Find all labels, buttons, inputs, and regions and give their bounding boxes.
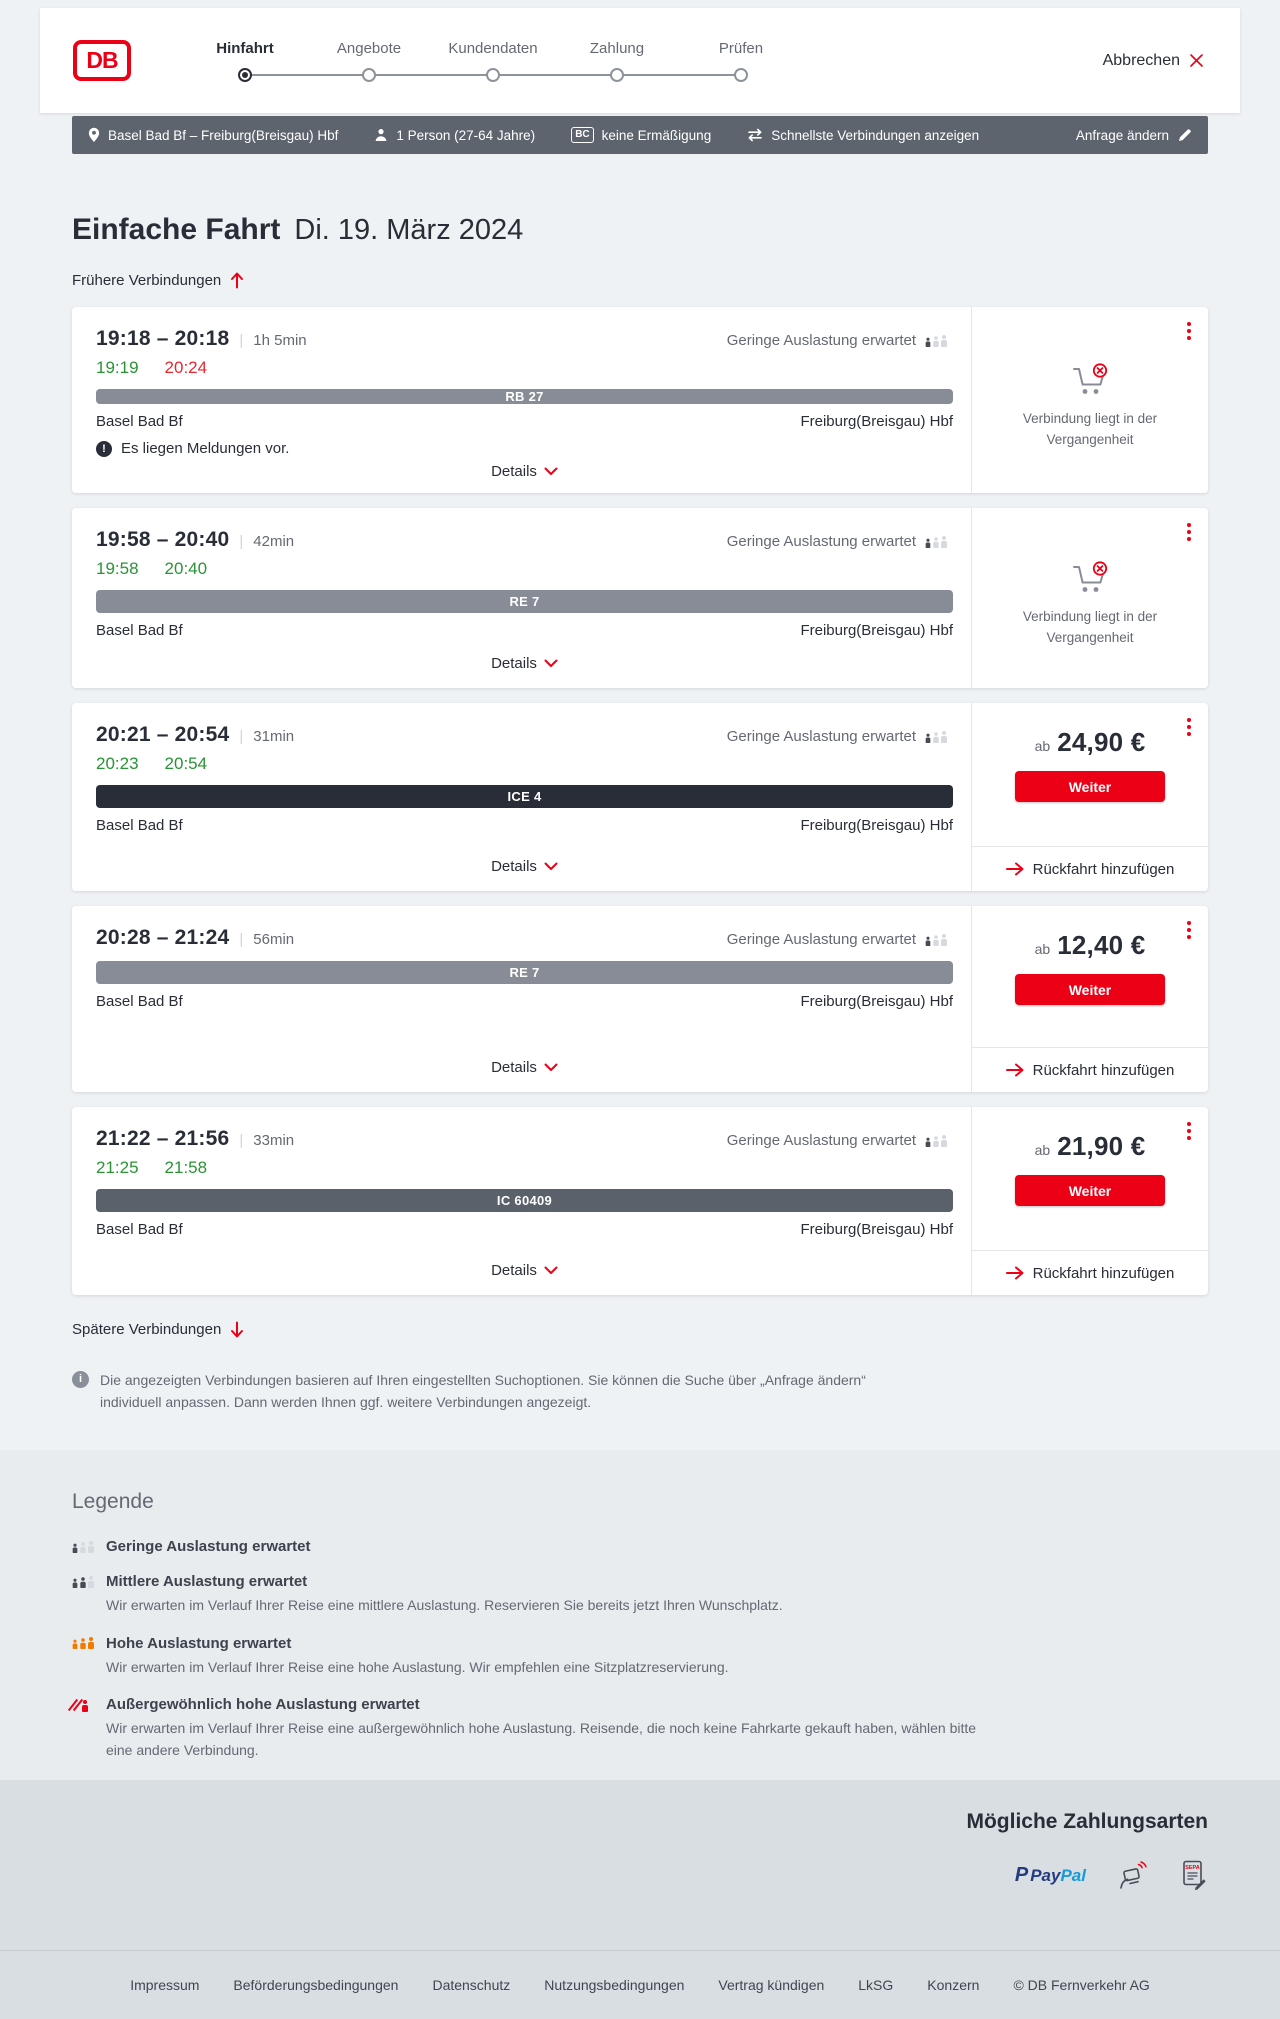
legend-item-exceptional: Außergewöhnlich hohe Auslastung erwartet Wir erwarten im Verlauf Ihrer Reise eine außergewöhnlich hohe Auslastung. Reisende, die noch keine Fahrkarte gekauft haben, wählen bitte eine andere Verbindung.	[72, 1696, 1208, 1761]
continue-button[interactable]: Weiter	[1015, 771, 1165, 802]
actual-times	[96, 754, 953, 774]
chevron-down-icon	[544, 1063, 558, 1072]
details-label: Details	[491, 463, 537, 480]
price-value: 21,90 €	[1057, 1131, 1146, 1161]
change-request-label: Anfrage ändern	[1075, 127, 1169, 143]
footer-link-lksg[interactable]: LkSG	[858, 1977, 894, 1993]
cancel-button[interactable]	[1103, 52, 1204, 70]
db-logo	[73, 40, 131, 81]
occupancy-label: Geringe Auslastung erwartet	[726, 1132, 916, 1149]
details-button[interactable]	[483, 1053, 566, 1082]
actual-arrival: 21:58	[164, 1158, 208, 1177]
db-logo-text: DB	[86, 47, 118, 73]
fastest-connections-label: Schnellste Verbindungen anzeigen	[771, 127, 980, 143]
connection-side-panel	[971, 1107, 1208, 1295]
footer-link-datenschutz[interactable]: Datenschutz	[432, 1977, 511, 1993]
arrow-right-icon	[1006, 1266, 1024, 1280]
service-message	[96, 440, 953, 457]
connection-card	[72, 307, 1208, 493]
connection-card	[72, 703, 1208, 891]
origin-station: Basel Bad Bf	[96, 993, 183, 1010]
occupancy-low-icon	[925, 335, 949, 347]
step-label: Kundendaten	[448, 39, 538, 57]
divider	[229, 728, 253, 746]
train-label-bar	[96, 1189, 953, 1212]
occupancy-low-icon	[925, 1135, 949, 1147]
footer	[0, 1950, 1280, 2019]
discount-summary	[571, 127, 711, 143]
actual-arrival: 20:54	[164, 754, 208, 773]
train-number: RE 7	[509, 594, 540, 609]
more-options-button[interactable]	[1182, 518, 1196, 546]
divider	[229, 931, 253, 949]
add-return-button[interactable]	[972, 1250, 1208, 1295]
occupancy-exceptional-icon	[72, 1698, 98, 1712]
train-number: RB 27	[505, 389, 544, 404]
connection-list	[72, 307, 1208, 1295]
actual-departure: 19:58	[96, 559, 139, 578]
earlier-connections-label: Frühere Verbindungen	[72, 272, 222, 289]
actual-departure: 19:19	[96, 358, 139, 377]
connection-card	[72, 1107, 1208, 1295]
actual-times	[96, 559, 953, 579]
time-range: 21:22 – 21:56	[96, 1127, 230, 1150]
occupancy-label: Geringe Auslastung erwartet	[726, 533, 916, 550]
duration: 33min	[253, 1132, 295, 1149]
footer-link-impressum[interactable]: Impressum	[130, 1977, 200, 1993]
step-hinfahrt	[183, 40, 307, 82]
swap-arrows-icon	[747, 128, 763, 142]
price-value: 12,40 €	[1057, 930, 1146, 960]
legend-description: Wir erwarten im Verlauf Ihrer Reise eine mittlere Auslastung. Reservieren Sie bereits jetzt Ihren Wunschplatz.	[106, 1597, 783, 1613]
add-return-button[interactable]	[972, 846, 1208, 891]
time-range: 20:28 – 21:24	[96, 926, 230, 949]
later-connections-label: Spätere Verbindungen	[72, 1321, 222, 1338]
footer-link-nutzungsbedingungen[interactable]: Nutzungsbedingungen	[544, 1977, 685, 1993]
divider	[229, 332, 253, 350]
later-connections-link[interactable]	[72, 1321, 244, 1338]
connection-main	[72, 307, 971, 493]
passenger-summary	[374, 128, 535, 143]
top-bar	[40, 8, 1240, 113]
more-options-button[interactable]	[1182, 1117, 1196, 1145]
card-payment-icon	[1118, 1860, 1150, 1890]
add-return-label: Rückfahrt hinzufügen	[1032, 860, 1175, 878]
actual-arrival-delayed: 20:24	[164, 358, 208, 377]
legend-title: Legende	[72, 1490, 154, 1513]
step-dot-icon	[362, 68, 376, 82]
actual-departure: 20:23	[96, 754, 139, 773]
step-dot-icon	[610, 68, 624, 82]
time-range: 19:58 – 20:40	[96, 528, 230, 551]
progress-stepper	[183, 40, 803, 82]
payment-methods-title: Mögliche Zahlungsarten	[966, 1810, 1208, 1833]
past-connection-note: Verbindung liegt in der Vergangenheit	[1022, 411, 1158, 447]
price	[1035, 1131, 1146, 1162]
occupancy-low-icon	[925, 934, 949, 946]
legend-description: Wir erwarten im Verlauf Ihrer Reise eine hohe Auslastung. Wir empfehlen eine Sitzplatzreservierung.	[106, 1658, 729, 1675]
passenger-text: 1 Person (27-64 Jahre)	[396, 127, 536, 143]
connection-main	[72, 508, 971, 688]
footer-link-vertrag-kuendigen[interactable]: Vertrag kündigen	[718, 1977, 825, 1993]
chevron-down-icon	[544, 1266, 558, 1275]
occupancy-low-icon	[925, 731, 949, 743]
connection-side-panel	[971, 906, 1208, 1092]
earlier-connections-link[interactable]	[72, 272, 244, 289]
step-dot-active-icon	[238, 68, 252, 82]
legend-description: Wir erwarten im Verlauf Ihrer Reise eine außergewöhnlich hohe Auslastung. Reisende, die noch keine Fahrkarte gekauft haben, wählen bitte eine andere Verbindung.	[106, 1720, 977, 1759]
duration: 56min	[253, 931, 295, 948]
location-pin-icon	[88, 127, 100, 143]
more-options-button[interactable]	[1182, 317, 1196, 345]
origin-station: Basel Bad Bf	[96, 413, 183, 430]
footer-link-konzern[interactable]: Konzern	[927, 1977, 980, 1993]
warning-icon	[96, 441, 112, 457]
step-pruefen	[679, 40, 803, 82]
price-prefix: ab	[1034, 738, 1051, 754]
continue-button[interactable]: Weiter	[1015, 974, 1165, 1005]
train-number: ICE 4	[507, 789, 542, 804]
connection-main	[72, 703, 971, 891]
chevron-down-icon	[544, 467, 558, 476]
occupancy-low-icon	[925, 536, 949, 548]
stations-row	[96, 817, 953, 834]
connection-card	[72, 508, 1208, 688]
price	[1035, 727, 1146, 758]
destination-station: Freiburg(Breisgau) Hbf	[800, 817, 953, 834]
legend-item-low: Geringe Auslastung erwartet	[72, 1538, 1208, 1555]
occupancy-indicator	[727, 931, 953, 948]
occupancy-indicator	[727, 332, 953, 349]
connection-main	[72, 1107, 971, 1295]
add-return-button[interactable]	[972, 1047, 1208, 1092]
add-return-label: Rückfahrt hinzufügen	[1032, 1061, 1175, 1079]
actual-departure: 21:25	[96, 1158, 139, 1177]
destination-station: Freiburg(Breisgau) Hbf	[800, 622, 953, 639]
arrow-down-icon	[230, 1321, 244, 1338]
cart-unavailable-icon	[1069, 362, 1111, 398]
train-label-bar	[96, 785, 953, 808]
step-label: Prüfen	[718, 39, 764, 57]
legend-item-high: Hohe Auslastung erwartet Wir erwarten im Verlauf Ihrer Reise eine hohe Auslastung. Wir empfehlen eine Sitzplatzreservierung.	[72, 1635, 1208, 1679]
divider	[229, 1132, 253, 1150]
page-heading	[72, 212, 1208, 248]
price-prefix: ab	[1034, 941, 1051, 957]
occupancy-label: Geringe Auslastung erwartet	[726, 728, 916, 745]
step-dot-icon	[734, 68, 748, 82]
footer-copyright: © DB Fernverkehr AG	[1013, 1977, 1150, 1993]
footer-link-befoerderungsbedingungen[interactable]: Beförderungsbedingungen	[233, 1977, 399, 1993]
stations-row	[96, 993, 953, 1010]
actual-times	[96, 1158, 953, 1178]
sepa-mandate-icon	[1182, 1860, 1208, 1890]
route-text: Basel Bad Bf – Freiburg(Breisgau) Hbf	[108, 127, 339, 143]
continue-button[interactable]: Weiter	[1015, 1175, 1165, 1206]
details-label: Details	[491, 655, 537, 672]
page-title: Einfache Fahrt	[72, 213, 281, 246]
origin-station: Basel Bad Bf	[96, 1221, 183, 1238]
details-button[interactable]	[483, 852, 566, 881]
occupancy-low-icon	[72, 1541, 98, 1553]
occupancy-label: Geringe Auslastung erwartet	[726, 931, 916, 948]
results-content	[72, 154, 1208, 1414]
train-label-bar	[96, 961, 953, 984]
service-message-text: Es liegen Meldungen vor.	[121, 440, 290, 457]
info-icon	[72, 1371, 89, 1388]
occupancy-indicator	[727, 1132, 953, 1149]
details-label: Details	[491, 1262, 537, 1279]
train-label-bar	[96, 590, 953, 613]
pencil-icon	[1178, 128, 1192, 142]
price	[1035, 930, 1146, 961]
occupancy-label: Geringe Auslastung erwartet	[726, 332, 916, 349]
arrow-right-icon	[1006, 862, 1024, 876]
details-label: Details	[491, 1059, 537, 1076]
stations-row	[96, 1221, 953, 1238]
connection-card	[72, 906, 1208, 1092]
search-options-note-text: Die angezeigten Verbindungen basieren auf Ihren eingestellten Suchoptionen. Sie können die Suche über „Anfrage ändern“ individuell anpassen. Dann werden Ihnen ggf. weitere Verbindungen angezeigt.	[100, 1372, 866, 1411]
destination-station: Freiburg(Breisgau) Hbf	[800, 1221, 953, 1238]
duration: 31min	[253, 728, 295, 745]
cancel-label: Abbrechen	[1102, 51, 1180, 69]
search-options-note	[72, 1369, 872, 1414]
bahncard-badge: BC	[571, 127, 593, 143]
price-prefix: ab	[1034, 1142, 1051, 1158]
cart-unavailable-icon	[1069, 560, 1111, 596]
add-return-label: Rückfahrt hinzufügen	[1032, 1264, 1175, 1282]
discount-text: keine Ermäßigung	[601, 127, 712, 143]
price-value: 24,90 €	[1057, 727, 1146, 757]
step-dot-icon	[486, 68, 500, 82]
origin-station: Basel Bad Bf	[96, 622, 183, 639]
connection-side-panel	[971, 703, 1208, 891]
occupancy-medium-icon	[72, 1576, 98, 1588]
train-number: RE 7	[509, 965, 540, 980]
occupancy-indicator	[727, 533, 953, 550]
svg-text:SEPA: SEPA	[1185, 1865, 1200, 1871]
chevron-down-icon	[544, 659, 558, 668]
step-kundendaten	[431, 40, 555, 82]
search-summary-bar	[72, 116, 1208, 154]
legend-section	[0, 1450, 1280, 1780]
legend-item-medium: Mittlere Auslastung erwartet Wir erwarten im Verlauf Ihrer Reise eine mittlere Auslastung. Reservieren Sie bereits jetzt Ihren Wunschplatz.	[72, 1573, 1208, 1617]
details-button[interactable]	[483, 649, 566, 678]
fastest-connections-toggle[interactable]	[747, 128, 979, 143]
details-button[interactable]	[483, 457, 566, 486]
origin-station: Basel Bad Bf	[96, 817, 183, 834]
connection-side-panel	[971, 307, 1208, 493]
time-range: 19:18 – 20:18	[96, 327, 230, 350]
arrow-up-icon	[230, 272, 244, 289]
actual-times	[96, 358, 953, 378]
divider	[229, 533, 253, 551]
actual-arrival: 20:40	[164, 559, 208, 578]
train-number: IC 60409	[496, 1193, 553, 1208]
step-zahlung	[555, 40, 679, 82]
train-label-bar	[96, 389, 953, 404]
route-summary	[88, 127, 338, 143]
step-label: Hinfahrt	[216, 39, 274, 57]
step-label: Angebote	[336, 39, 402, 57]
duration: 42min	[253, 533, 295, 550]
stations-row	[96, 413, 953, 430]
chevron-down-icon	[544, 862, 558, 871]
paypal-logo: P Pay Pal	[1014, 1863, 1086, 1886]
arrow-right-icon	[1006, 1063, 1024, 1077]
connection-side-panel	[971, 508, 1208, 688]
past-connection-note: Verbindung liegt in der Vergangenheit	[1022, 609, 1158, 645]
more-options-button[interactable]	[1182, 916, 1196, 944]
person-icon	[374, 128, 388, 142]
change-request-button[interactable]	[1076, 128, 1192, 143]
stations-row	[96, 622, 953, 639]
step-label: Zahlung	[589, 39, 645, 57]
payment-methods-section	[0, 1780, 1280, 1950]
occupancy-high-icon	[72, 1637, 98, 1649]
close-icon	[1189, 53, 1204, 68]
destination-station: Freiburg(Breisgau) Hbf	[800, 993, 953, 1010]
step-angebote	[307, 40, 431, 82]
connection-main	[72, 906, 971, 1092]
time-range: 20:21 – 20:54	[96, 723, 230, 746]
duration: 1h 5min	[253, 332, 307, 349]
destination-station: Freiburg(Breisgau) Hbf	[800, 413, 953, 430]
travel-date: Di. 19. März 2024	[294, 214, 524, 246]
more-options-button[interactable]	[1182, 713, 1196, 741]
details-label: Details	[491, 858, 537, 875]
occupancy-indicator	[727, 728, 953, 745]
details-button[interactable]	[483, 1256, 566, 1285]
